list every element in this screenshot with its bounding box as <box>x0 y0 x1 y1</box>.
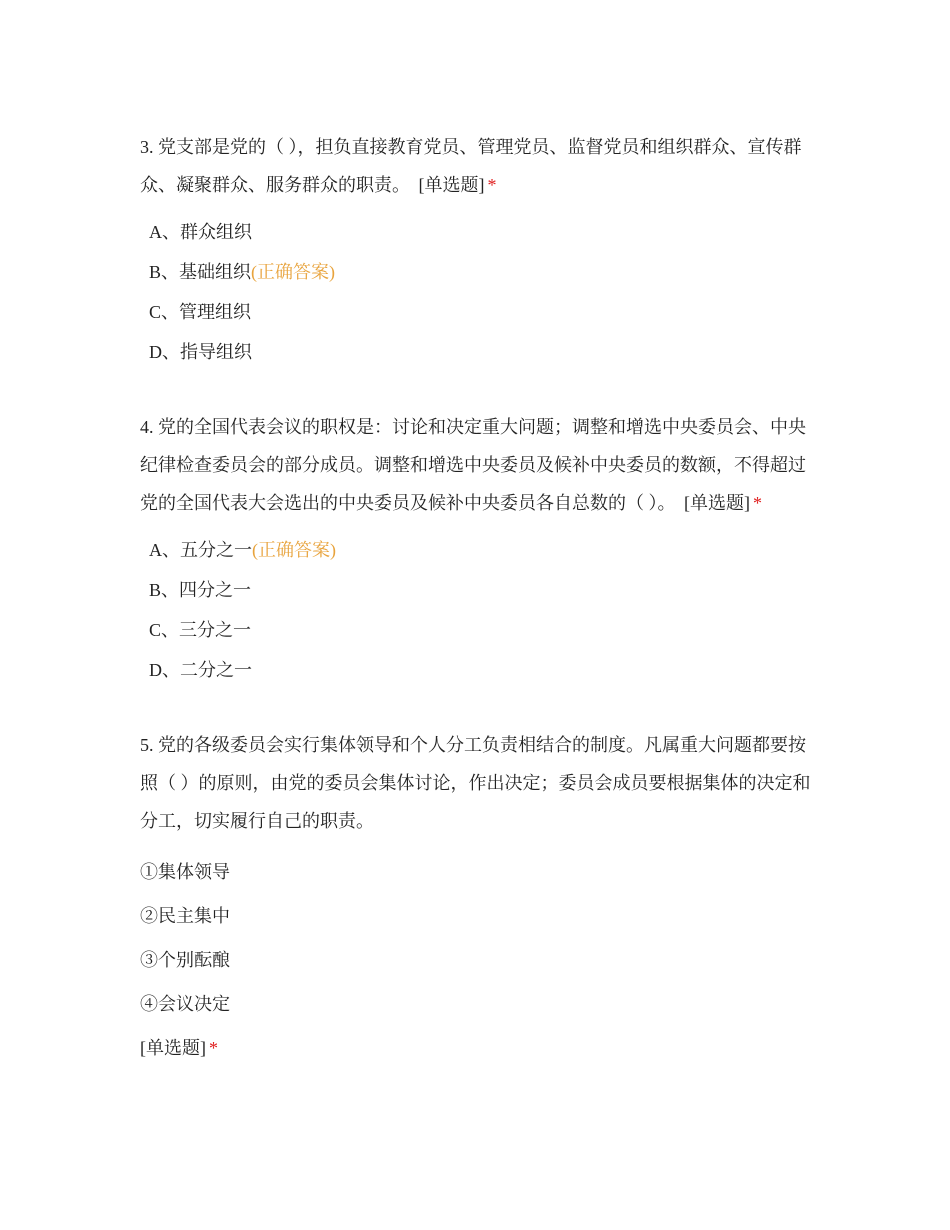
question-5 <box>140 726 820 1070</box>
option-label: D、二分之一 <box>149 660 252 680</box>
question-type-tag: [单选题] <box>418 175 485 195</box>
option-label: C、管理组织 <box>149 302 252 322</box>
question-title <box>140 128 820 204</box>
options-list <box>149 530 820 690</box>
question-number: 3. <box>140 137 154 157</box>
question-title <box>140 408 820 522</box>
correct-answer-note: (正确答案) <box>251 262 336 282</box>
question-number: 4. <box>140 417 154 437</box>
statement-item: ①集体领导 <box>140 862 230 882</box>
option-label: B、基础组织 <box>149 262 252 282</box>
correct-answer-note: (正确答案) <box>252 540 336 560</box>
questionnaire-page <box>140 128 820 1070</box>
option-label: A、五分之一 <box>149 540 252 560</box>
option-b[interactable] <box>149 570 820 610</box>
question-number: 5. <box>140 735 154 755</box>
statement-item: ③个别酝酿 <box>140 950 230 970</box>
options-list <box>149 212 820 372</box>
option-d[interactable] <box>149 650 820 690</box>
statement-item: ②民主集中 <box>140 906 230 926</box>
question-type-tag: [单选题] <box>684 493 750 513</box>
option-label: A、群众组织 <box>149 222 252 242</box>
question-3 <box>140 128 820 372</box>
question-4 <box>140 408 820 690</box>
option-label: C、三分之一 <box>149 620 252 640</box>
question-type-tag: [单选题] <box>140 1038 206 1058</box>
option-label: B、四分之一 <box>149 580 252 600</box>
required-mark: * <box>487 175 497 195</box>
option-d[interactable] <box>149 332 820 372</box>
question-type-line <box>140 1026 820 1070</box>
question-text: 党的各级委员会实行集体领导和个人分工负责相结合的制度。凡属重大问题都要按照（ ）的原则，由党的委员会集体讨论，作出决定；委员会成员要根据集体的决定和分工，切实履行自己的职责。 <box>140 735 811 831</box>
question-text: 党的全国代表会议的职权是：讨论和决定重大问题；调整和增选中央委员会、中央纪律检查委员会的部分成员。调整和增选中央委员及候补中央委员的数额，不得超过党的全国代表大会选出的中央委员及候补中央委员各自总数的（ ）。 <box>140 417 806 513</box>
statement-item: ④会议决定 <box>140 994 230 1014</box>
option-c[interactable] <box>149 292 820 332</box>
option-a[interactable] <box>149 212 820 252</box>
question-title <box>140 726 820 840</box>
required-mark: * <box>753 493 762 513</box>
question-text: 党支部是党的（ ），担负直接教育党员、管理党员、监督党员和组织群众、宣传群众、凝聚群众、服务群众的职责。 <box>140 137 802 195</box>
option-label: D、指导组织 <box>149 342 252 362</box>
option-c[interactable] <box>149 610 820 650</box>
option-b[interactable] <box>149 252 820 292</box>
required-mark: * <box>209 1038 218 1058</box>
option-a[interactable] <box>149 530 820 570</box>
statement-list <box>140 850 820 1026</box>
